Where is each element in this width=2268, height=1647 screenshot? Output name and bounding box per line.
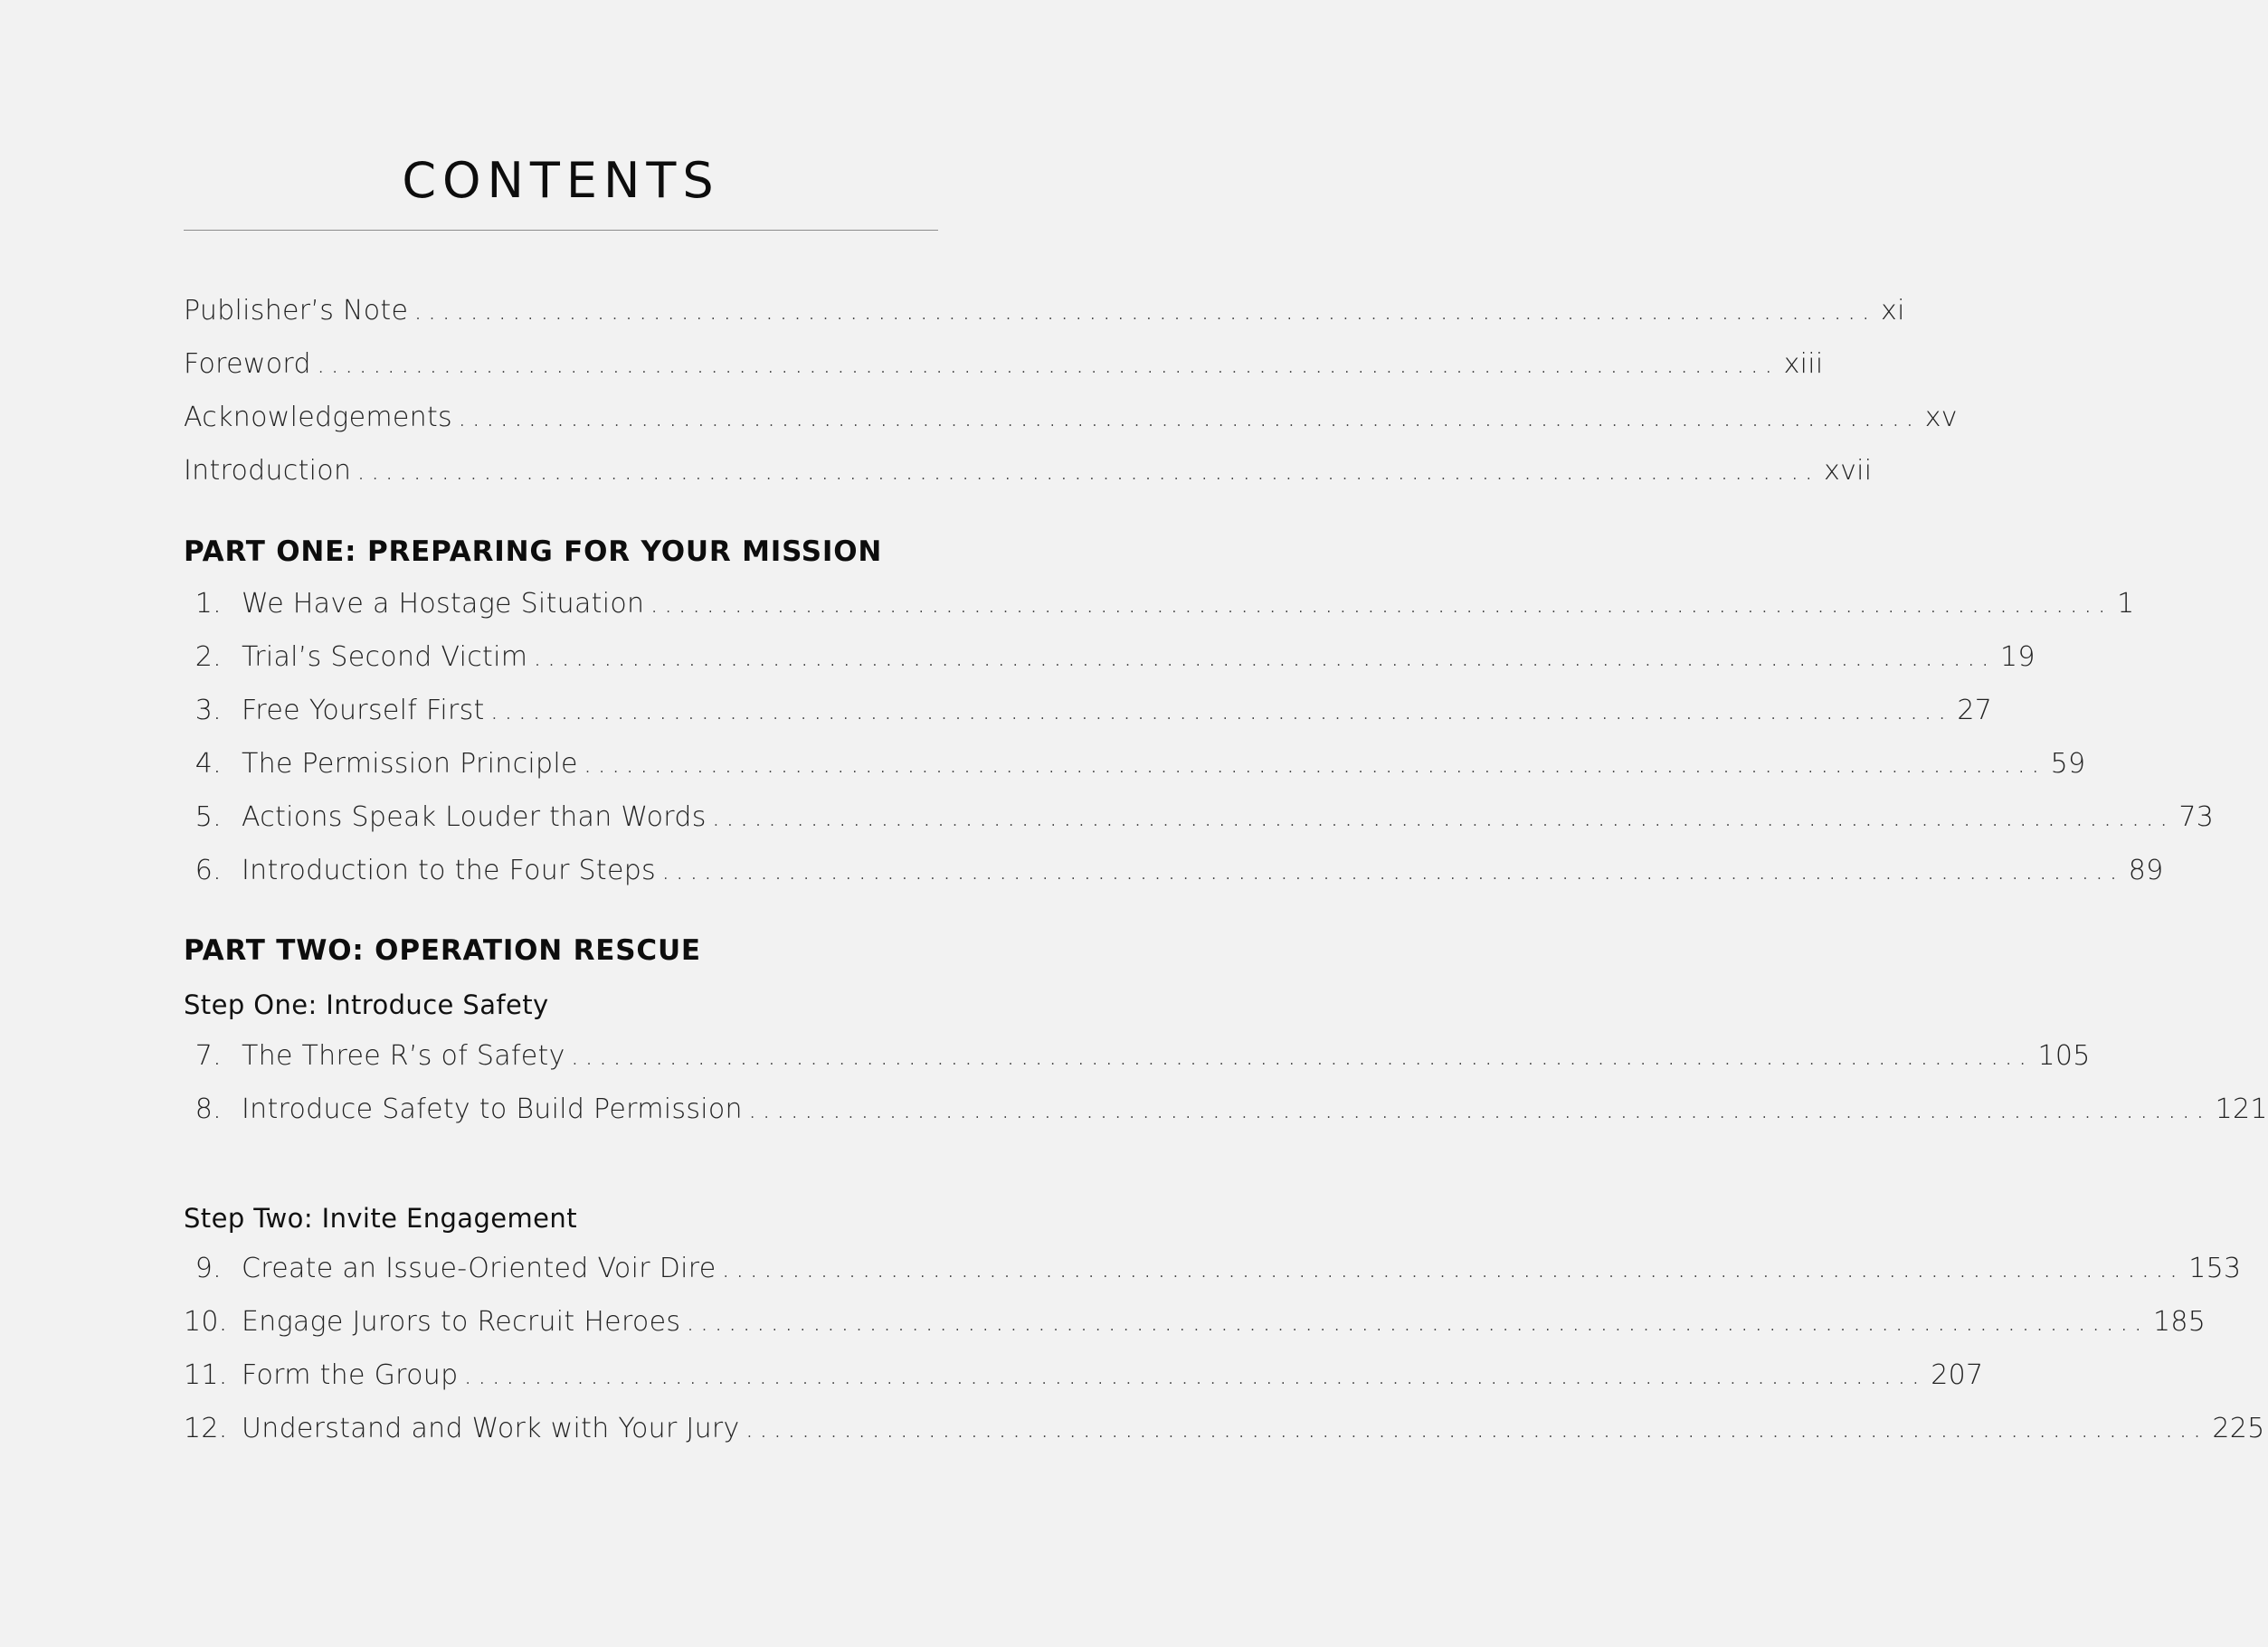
chapter-number: 8. bbox=[195, 1093, 222, 1125]
chapter-number: 7. bbox=[195, 1040, 222, 1072]
dot-leader: ........................................................................................................ bbox=[316, 348, 1779, 380]
chapter-number: 10. bbox=[184, 1306, 228, 1338]
toc-entry-page: 59 bbox=[2050, 748, 2086, 780]
toc-entry-chapter-2[interactable] bbox=[184, 641, 2036, 683]
toc-entry-page: xi bbox=[1881, 295, 1905, 327]
toc-entry-label: Introduction to the Four Steps bbox=[242, 855, 656, 886]
toc-entry-label: Publisher’s Note bbox=[184, 295, 409, 327]
toc-entry-chapter-11[interactable] bbox=[184, 1359, 1984, 1401]
toc-entry-chapter-9[interactable] bbox=[184, 1253, 2242, 1294]
toc-entry-chapter-3[interactable] bbox=[184, 695, 1993, 736]
toc-entry-label: Understand and Work with Your Jury bbox=[242, 1413, 740, 1444]
toc-entry-page: xv bbox=[1924, 402, 1958, 433]
toc-entry-chapter-1[interactable] bbox=[184, 588, 2135, 629]
toc-entry-page: 19 bbox=[2000, 641, 2036, 673]
toc-entry-page: 207 bbox=[1931, 1359, 1984, 1391]
dot-leader: ........................................................................................................ bbox=[745, 1413, 2207, 1444]
toc-entry-label: Form the Group bbox=[242, 1359, 459, 1391]
dot-leader: ........................................................................................................ bbox=[686, 1306, 2149, 1338]
toc-entry-label: We Have a Hostage Situation bbox=[242, 588, 645, 620]
toc-entry-chapter-8[interactable] bbox=[184, 1093, 2268, 1135]
toc-entry-publishers-note[interactable] bbox=[184, 295, 1905, 336]
dot-leader: ........................................................................................................ bbox=[711, 801, 2174, 833]
toc-entry-page: 1 bbox=[2117, 588, 2135, 620]
step-one-heading: Step One: Introduce Safety bbox=[184, 989, 549, 1020]
toc-entry-page: 27 bbox=[1957, 695, 1993, 726]
dot-leader: ........................................................................................................ bbox=[356, 455, 1819, 487]
chapter-number: 5. bbox=[195, 801, 222, 833]
chapter-number: 2. bbox=[195, 641, 222, 673]
chapter-number: 1. bbox=[195, 588, 222, 620]
toc-entry-label: Free Yourself First bbox=[242, 695, 485, 726]
toc-entry-page: xvii bbox=[1824, 455, 1873, 487]
dot-leader: ........................................................................................................ bbox=[533, 641, 1996, 673]
toc-entry-label: The Three R’s of Safety bbox=[242, 1040, 565, 1072]
toc-entry-label: Actions Speak Louder than Words bbox=[242, 801, 707, 833]
dot-leader: ........................................................................................................ bbox=[583, 748, 2045, 780]
toc-entry-label: Acknowledgements bbox=[184, 402, 452, 433]
toc-entry-acknowledgements[interactable] bbox=[184, 402, 1958, 443]
toc-entry-label: Trial’s Second Victim bbox=[242, 641, 528, 673]
toc-entry-label: The Permission Principle bbox=[242, 748, 578, 780]
chapter-number: 6. bbox=[195, 855, 222, 886]
toc-entry-chapter-6[interactable] bbox=[184, 855, 2164, 896]
part-two-heading: PART TWO: OPERATION RESCUE bbox=[184, 934, 701, 967]
toc-entry-chapter-5[interactable] bbox=[184, 801, 2215, 843]
title-divider bbox=[184, 230, 938, 231]
dot-leader: ........................................................................................................ bbox=[457, 402, 1920, 433]
step-two-heading: Step Two: Invite Engagement bbox=[184, 1203, 577, 1234]
page-title: CONTENTS bbox=[402, 152, 720, 209]
dot-leader: ........................................................................................................ bbox=[463, 1359, 1926, 1391]
toc-entry-chapter-10[interactable] bbox=[184, 1306, 2206, 1348]
toc-entry-page: 89 bbox=[2128, 855, 2164, 886]
chapter-number: 12. bbox=[184, 1413, 228, 1444]
toc-entry-label: Create an Issue-Oriented Voir Dire bbox=[242, 1253, 716, 1284]
toc-entry-introduction[interactable] bbox=[184, 455, 1873, 497]
chapter-number: 3. bbox=[195, 695, 222, 726]
dot-leader: ........................................................................................................ bbox=[489, 695, 1952, 726]
toc-entry-page: 225 bbox=[2212, 1413, 2265, 1444]
toc-entry-chapter-4[interactable] bbox=[184, 748, 2086, 790]
dot-leader: ........................................................................................................ bbox=[661, 855, 2123, 886]
dot-leader: ........................................................................................................ bbox=[747, 1093, 2210, 1125]
toc-entry-page: 153 bbox=[2188, 1253, 2242, 1284]
dot-leader: ........................................................................................................ bbox=[413, 295, 1876, 327]
toc-entry-chapter-12[interactable] bbox=[184, 1413, 2265, 1454]
dot-leader: ........................................................................................................ bbox=[570, 1040, 2033, 1072]
toc-entry-page: 121 bbox=[2215, 1093, 2268, 1125]
chapter-number: 4. bbox=[195, 748, 222, 780]
toc-entry-label: Introduce Safety to Build Permission bbox=[242, 1093, 743, 1125]
dot-leader: ........................................................................................................ bbox=[721, 1253, 2184, 1284]
dot-leader: ........................................................................................................ bbox=[650, 588, 2112, 620]
toc-entry-foreword[interactable] bbox=[184, 348, 1824, 390]
chapter-number: 11. bbox=[184, 1359, 228, 1391]
toc-entry-chapter-7[interactable] bbox=[184, 1040, 2091, 1082]
toc-entry-page: 185 bbox=[2153, 1306, 2206, 1338]
chapter-number: 9. bbox=[195, 1253, 222, 1284]
toc-entry-page: 105 bbox=[2037, 1040, 2091, 1072]
toc-entry-page: xiii bbox=[1783, 348, 1824, 380]
toc-entry-label: Engage Jurors to Recruit Heroes bbox=[242, 1306, 681, 1338]
toc-entry-label: Introduction bbox=[184, 455, 352, 487]
toc-entry-label: Foreword bbox=[184, 348, 311, 380]
toc-entry-page: 73 bbox=[2178, 801, 2215, 833]
part-one-heading: PART ONE: PREPARING FOR YOUR MISSION bbox=[184, 535, 883, 568]
